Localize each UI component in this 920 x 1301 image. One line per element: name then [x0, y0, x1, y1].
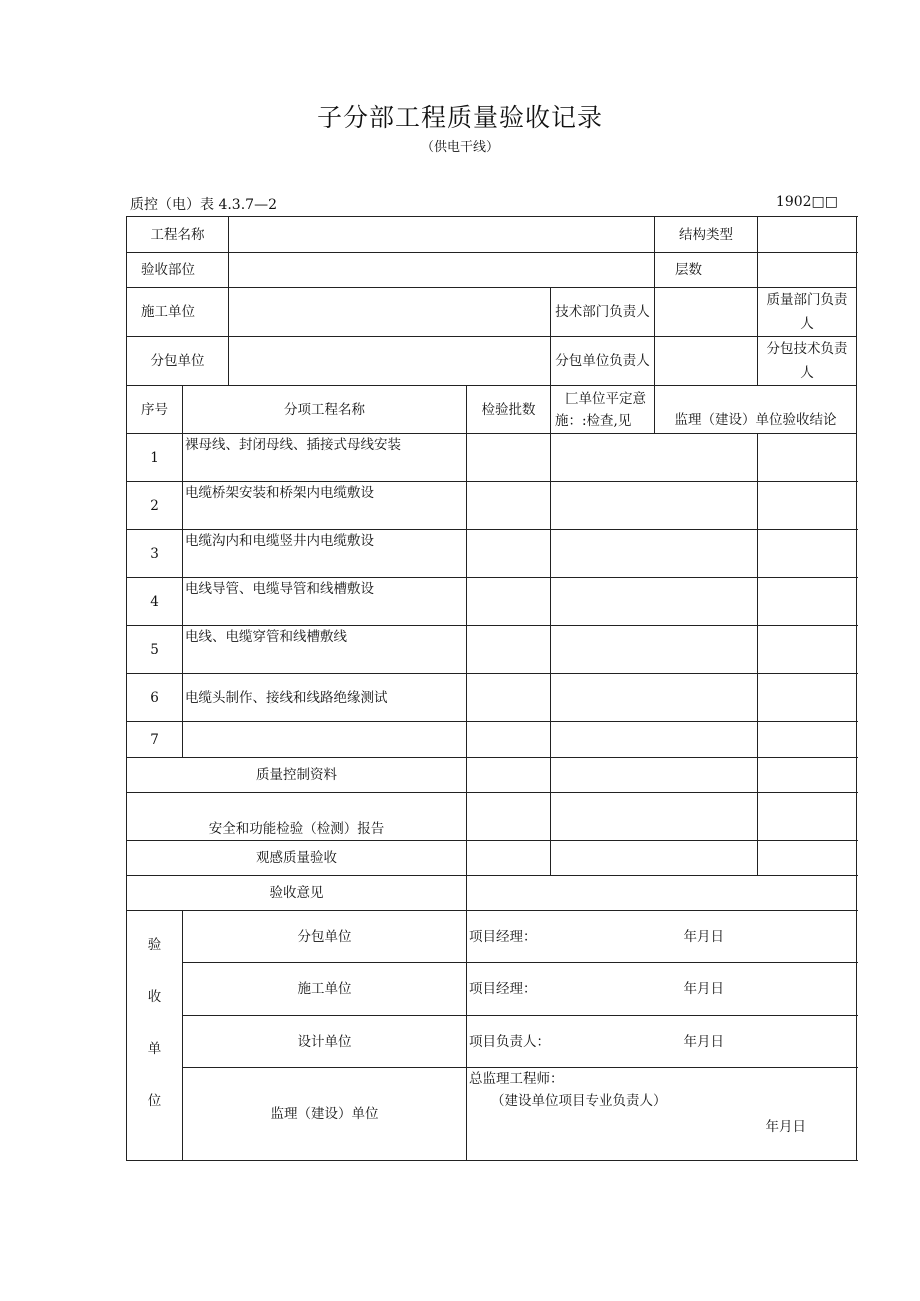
- item-batch-count[interactable]: [467, 530, 551, 578]
- construction-unit-sign-cell[interactable]: [467, 963, 857, 1016]
- acceptance-units-side-label: [127, 911, 183, 1161]
- item-supervision-conclusion[interactable]: [758, 482, 857, 530]
- signer-label: 项目经理：: [469, 928, 537, 945]
- appearance-quality-batch[interactable]: [467, 841, 551, 876]
- project-name-value[interactable]: [229, 217, 655, 253]
- item-name[interactable]: [183, 722, 467, 758]
- appearance-quality-conclusion[interactable]: [758, 841, 857, 876]
- item-batch-count[interactable]: [467, 626, 551, 674]
- item-unit-opinion[interactable]: [551, 626, 758, 674]
- item-no: 7: [127, 722, 183, 758]
- page-subtitle: （供电干线）: [420, 140, 499, 155]
- item-name: 电线、电缆穿管和线槽敷线: [183, 626, 467, 674]
- construction-unit-sign-label: 施工单位: [183, 963, 467, 1016]
- col-unit-opinion-header: [551, 386, 655, 434]
- chief-supervisor-label: 总监理工程师：: [469, 1071, 564, 1087]
- item-batch-count[interactable]: [467, 722, 551, 758]
- tech-dept-head-value[interactable]: [655, 288, 758, 337]
- item-no: 1: [127, 434, 183, 482]
- quality-control-docs-conclusion[interactable]: [758, 758, 857, 793]
- acceptance-part-value[interactable]: [229, 253, 655, 288]
- subcontract-unit-label: 分包单位: [127, 337, 229, 386]
- date-label: 年月日: [765, 1119, 806, 1135]
- quality-control-docs-label: 质量控制资料: [127, 758, 467, 793]
- item-no: 2: [127, 482, 183, 530]
- safety-function-report-batch[interactable]: [467, 793, 551, 841]
- signer-label: 项目负责人：: [469, 1033, 550, 1050]
- item-no: 6: [127, 674, 183, 722]
- design-unit-sign-cell[interactable]: [467, 1016, 857, 1068]
- item-name: 电缆头制作、接线和线路绝缘测试: [183, 674, 467, 722]
- design-unit-sign-label: 设计单位: [183, 1016, 467, 1068]
- tech-dept-head-label: 技术部门负责人: [551, 288, 655, 337]
- col-unit-opinion-bottom: 施：:检查,见: [555, 412, 632, 429]
- item-unit-opinion[interactable]: [551, 434, 758, 482]
- subcontract-unit-sign-cell[interactable]: [467, 911, 857, 963]
- quality-control-docs-opinion[interactable]: [551, 758, 758, 793]
- item-name: 电缆沟内和电缆竖井内电缆敷设: [183, 530, 467, 578]
- item-batch-count[interactable]: [467, 482, 551, 530]
- safety-function-report-opinion[interactable]: [551, 793, 758, 841]
- quality-control-docs-batch[interactable]: [467, 758, 551, 793]
- item-supervision-conclusion[interactable]: [758, 626, 857, 674]
- item-no: 4: [127, 578, 183, 626]
- item-supervision-conclusion[interactable]: [758, 674, 857, 722]
- col-unit-opinion-top: 匚单位平定意: [565, 390, 646, 407]
- date-label: 年月日: [683, 1033, 724, 1050]
- appearance-quality-opinion[interactable]: [551, 841, 758, 876]
- item-unit-opinion[interactable]: [551, 578, 758, 626]
- col-supervision-header: 监理（建设）单位验收结论: [655, 386, 857, 434]
- document-number: 1902□□: [775, 194, 838, 210]
- floors-label: 层数: [655, 253, 758, 288]
- acceptance-opinion-value[interactable]: [467, 876, 857, 911]
- side-char: 验: [147, 937, 162, 953]
- subcontract-tech-head-label: 分包技术负责人: [758, 337, 857, 386]
- side-char: 单: [147, 1041, 162, 1057]
- item-unit-opinion[interactable]: [551, 722, 758, 758]
- col-item-name-header: 分项工程名称: [183, 386, 467, 434]
- item-supervision-conclusion[interactable]: [758, 578, 857, 626]
- item-no: 5: [127, 626, 183, 674]
- item-supervision-conclusion[interactable]: [758, 434, 857, 482]
- page-title: 子分部工程质量验收记录: [316, 103, 603, 132]
- side-char: 收: [147, 989, 162, 1005]
- supervision-unit-sign-cell[interactable]: [467, 1068, 857, 1161]
- subcontract-unit-sign-label: 分包单位: [183, 911, 467, 963]
- subcontract-unit-head-value[interactable]: [655, 337, 758, 386]
- structure-type-value[interactable]: [758, 217, 857, 253]
- col-no-header: 序号: [127, 386, 183, 434]
- item-unit-opinion[interactable]: [551, 530, 758, 578]
- quality-dept-head-label: 质量部门负责人: [758, 288, 857, 337]
- item-no: 3: [127, 530, 183, 578]
- acceptance-record-table: [126, 216, 857, 1161]
- construction-unit-label: 施工单位: [127, 288, 229, 337]
- owner-project-head-label: （建设单位项目专业负责人）: [491, 1093, 667, 1109]
- item-supervision-conclusion[interactable]: [758, 530, 857, 578]
- date-label: 年月日: [683, 928, 724, 945]
- item-name: 电缆桥架安装和桥架内电缆敷设: [183, 482, 467, 530]
- supervision-unit-sign-label: 监理（建设）单位: [183, 1068, 467, 1161]
- item-batch-count[interactable]: [467, 578, 551, 626]
- project-name-label: 工程名称: [127, 217, 229, 253]
- item-name: 电线导管、电缆导管和线槽敷设: [183, 578, 467, 626]
- side-char: 位: [147, 1093, 162, 1109]
- signer-label: 项目经理：: [469, 981, 537, 997]
- item-name: 裸母线、封闭母线、插接式母线安装: [183, 434, 467, 482]
- subcontract-unit-head-label: 分包单位负责人: [551, 337, 655, 386]
- safety-function-report-label: 安全和功能检验（检测）报告: [127, 793, 467, 841]
- acceptance-opinion-label: 验收意见: [127, 876, 467, 911]
- item-batch-count[interactable]: [467, 434, 551, 482]
- col-batch-count-header: 检验批数: [467, 386, 551, 434]
- form-number: 质控（电）表 4.3.7—2: [130, 197, 277, 213]
- item-unit-opinion[interactable]: [551, 482, 758, 530]
- item-batch-count[interactable]: [467, 674, 551, 722]
- appearance-quality-label: 观感质量验收: [127, 841, 467, 876]
- construction-unit-value[interactable]: [229, 288, 551, 337]
- date-label: 年月日: [683, 981, 724, 997]
- item-unit-opinion[interactable]: [551, 674, 758, 722]
- safety-function-report-conclusion[interactable]: [758, 793, 857, 841]
- floors-value[interactable]: [758, 253, 857, 288]
- acceptance-part-label: 验收部位: [127, 253, 229, 288]
- item-supervision-conclusion[interactable]: [758, 722, 857, 758]
- structure-type-label: 结构类型: [655, 217, 758, 253]
- subcontract-unit-value[interactable]: [229, 337, 551, 386]
